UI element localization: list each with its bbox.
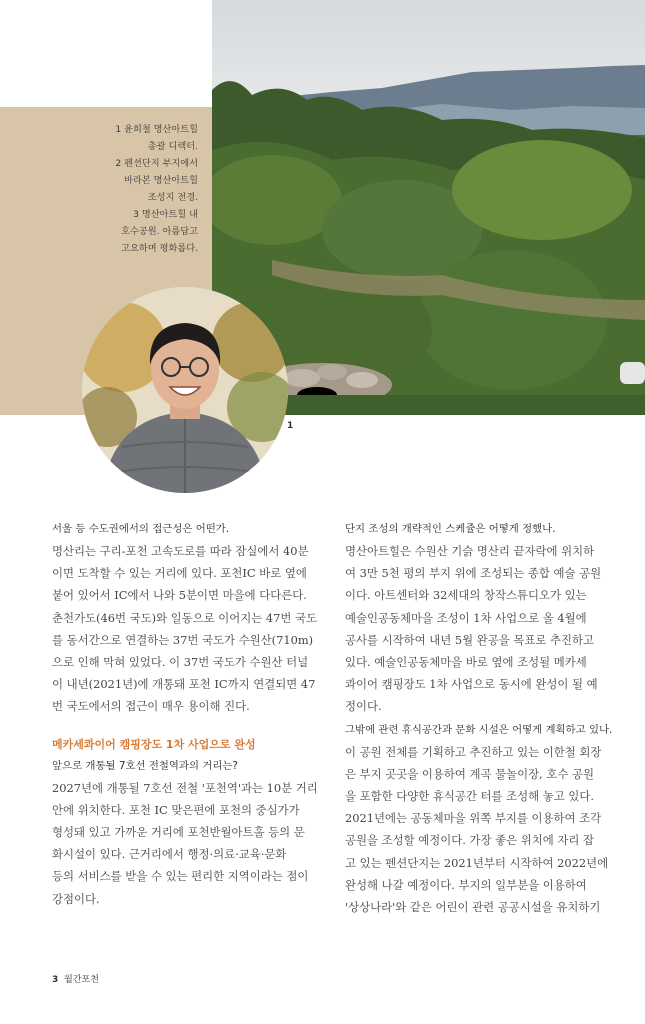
photo-number: 1 (287, 421, 294, 431)
left-column (52, 521, 320, 910)
text-line: 붙어 있어서 IC에서 나와 5분이면 마을에 다다른다. (52, 588, 307, 603)
caption-line: 1 윤희철 명산아트힐 (115, 124, 198, 135)
text-line: 강점이다. (52, 891, 100, 906)
text-line: 이 공원 전체를 기획하고 추진하고 있는 이한철 회장 (345, 744, 602, 759)
text-line: '상상나라'와 같은 어린이 관련 공공시설을 유치하기 (345, 900, 601, 915)
question-heading: 서울 등 수도권에서의 접근성은 어떤가. (52, 523, 230, 535)
portrait-illustration (82, 287, 288, 493)
text-line: 으로 인해 막혀 있었다. 이 37번 국도가 수원산 터널 (52, 655, 309, 670)
caption-line: 3 명산아트힐 내 (133, 209, 198, 220)
question-heading: 앞으로 개통될 7호선 전철역과의 거리는? (52, 759, 238, 772)
text-line: 번 국도에서의 접근이 매우 용이해 진다. (52, 699, 250, 714)
answer-paragraph (345, 540, 613, 718)
text-line: 안에 위치한다. 포천 IC 맞은편에 포천의 중심가가 (52, 802, 300, 817)
text-line: 공원을 조성할 예정이다. 가장 좋은 위치에 자리 잡 (345, 833, 595, 848)
answer-paragraph (345, 741, 613, 919)
text-line: 이면 도착할 수 있는 거리에 있다. 포천IC 바로 옆에 (52, 566, 307, 581)
caption-line: 바라본 명산아트힐 (124, 175, 198, 186)
answer-paragraph (52, 540, 320, 718)
text-line: 완성해 나갈 예정이다. 부지의 일부분을 이용하여 (345, 877, 587, 892)
text-line: 등의 서비스를 받을 수 있는 편리한 지역이라는 점이 (52, 869, 309, 884)
text-line: 를 동서간으로 연결하는 37번 국도가 수원산(710m) (52, 632, 314, 647)
text-line: 2027년에 개통될 7호선 전철 '포천역'과는 10분 거리 (52, 780, 318, 795)
text-line: 은 부지 곳곳을 이용하여 계곡 물놀이장, 호수 공원 (345, 766, 595, 781)
page-number: 3 (52, 975, 59, 985)
question-heading: 단지 조성의 개략적인 스케쥴은 어떻게 정했나. (345, 523, 556, 535)
text-line: 명산아트힐은 수원산 기슭 명산리 끝자락에 위치하 (345, 544, 595, 558)
text-line: 화시설이 있다. 근거리에서 행정·의료·교육·문화 (52, 847, 287, 862)
question-heading: 그밖에 관련 휴식공간과 문화 시설은 어떻게 계획하고 있나. (345, 723, 613, 736)
text-line: 2021년에는 공동체마을 위쪽 부지를 이용하여 조각 (345, 811, 602, 826)
text-line: 콰이어 캠핑장도 1차 사업으로 동시에 완성이 될 예 (345, 677, 598, 692)
text-line: 공사를 시작하여 내년 5월 완공을 목표로 추진하고 (345, 632, 595, 647)
caption-line: 총괄 디렉터. (147, 141, 198, 152)
text-line: 이다. 아트센터와 32세대의 창작스튜디오가 있는 (345, 588, 587, 603)
publication-name: 월간포천 (64, 975, 99, 985)
text-line: 형성돼 있고 가까운 거리에 포천반월아트홀 등의 문 (52, 825, 305, 840)
text-line: 춘천가도(46번 국도)와 일동으로 이어지는 47번 국도 (52, 610, 318, 625)
section-subheading: 메카세콰이어 캠핑장도 1차 사업으로 완성 (52, 737, 256, 751)
answer-paragraph (52, 777, 320, 910)
caption-line: 조성지 전경. (147, 192, 198, 203)
text-line: 여 3만 5천 평의 부지 위에 조성되는 종합 예술 공원 (345, 566, 602, 581)
text-line: 고 있는 펜션단지는 2021년부터 시작하여 2022년에 (345, 855, 609, 870)
right-column (345, 521, 613, 918)
text-line: 이 내년(2021년)에 개통돼 포천 IC까지 연결되면 47 (52, 677, 316, 692)
caption-line: 호수공원. 아름답고 (121, 226, 198, 237)
portrait-photo (82, 287, 288, 493)
text-line: 을 포함한 다양한 휴식공간 터를 조성해 놓고 있다. (345, 789, 595, 804)
caption-line: 고요하며 평화롭다. (121, 243, 198, 254)
page-footer (52, 972, 99, 985)
text-line: 있다. 예술인공동체마을 바로 옆에 조성될 메카세 (345, 655, 587, 670)
text-line: 예술인공동체마을 조성이 1차 사업으로 올 4월에 (345, 610, 587, 625)
photo-captions (23, 121, 198, 257)
text-line: 정이다. (345, 699, 382, 714)
caption-line: 2 펜션단지 부지에서 (115, 158, 198, 169)
text-line: 명산리는 구리-포천 고속도로를 따라 잠실에서 40분 (52, 544, 309, 558)
